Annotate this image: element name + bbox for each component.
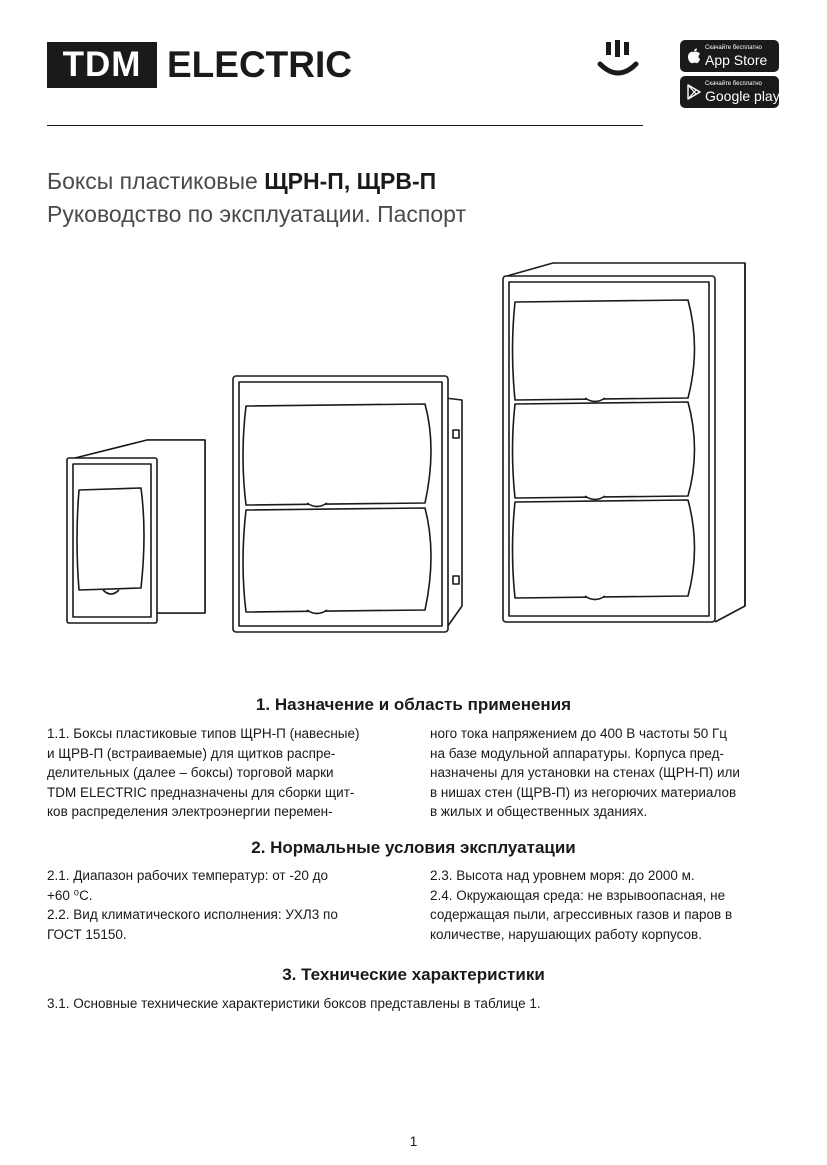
large-box-image bbox=[503, 263, 745, 622]
section1-left-column: 1.1. Боксы пластиковые типов ЩРН-П (навесные) и ЩРВ-П (встраиваемые) для щитков распре- делительных (далее – боксы) торговой марки TDM ELECTRIC предназначены для сборки щит- ков распределения электроэнергии перемен- bbox=[47, 726, 360, 819]
logo-electric-word: ELECTRIC bbox=[167, 44, 352, 85]
document-title: Боксы пластиковые ЩРН-П, ЩРВ-П bbox=[47, 168, 437, 194]
app-store-small-text: Скачайте бесплатно bbox=[705, 45, 762, 51]
smile-logo-icon bbox=[594, 40, 642, 88]
app-store-label: App Store bbox=[705, 52, 768, 68]
google-play-badge[interactable] bbox=[680, 76, 779, 108]
google-play-icon bbox=[687, 84, 701, 100]
section3-heading: 3. Технические характеристики bbox=[282, 965, 545, 984]
section1-right-column: ного тока напряжением до 400 В частоты 50 Гц на базе модульной аппаратуры. Корпуса пред- назначены для установки на стенах (ЩРН-П) или в нишах стен (ЩРВ-П) из негорючих материалов в жилых и общественных зданиях. bbox=[430, 726, 740, 819]
section2-right-column: 2.3. Высота над уровнем моря: до 2000 м. 2.4. Окружающая среда: не взрывоопасная, не содержащая пыли, агрессивных газов и паров в количестве, нарушающих работу корпусов. bbox=[430, 868, 733, 942]
apple-icon bbox=[687, 48, 701, 64]
page-number: 1 bbox=[409, 1133, 418, 1149]
section1-heading: 1. Назначение и область применения bbox=[255, 695, 572, 714]
google-play-label: Google play bbox=[705, 88, 780, 104]
document-subtitle: Руководство по эксплуатации. Паспорт bbox=[47, 201, 466, 227]
section2-heading: 2. Нормальные условия эксплуатации bbox=[251, 838, 576, 857]
logo-tdm-box: TDM bbox=[47, 42, 157, 88]
google-play-small-text: Скачайте бесплатно bbox=[705, 81, 762, 87]
app-store-badge[interactable] bbox=[680, 40, 779, 72]
section2-left-column: 2.1. Диапазон рабочих температур: от -20 до +60 ⁰С. 2.2. Вид климатического исполнения: УХЛ3 по ГОСТ 15150. bbox=[47, 868, 338, 942]
product-illustration bbox=[55, 258, 755, 648]
header-divider bbox=[47, 125, 643, 126]
medium-box-image bbox=[233, 376, 462, 632]
section3-text: 3.1. Основные технические характеристики боксов представлены в таблице 1. bbox=[47, 996, 541, 1011]
small-box-image bbox=[67, 440, 205, 623]
